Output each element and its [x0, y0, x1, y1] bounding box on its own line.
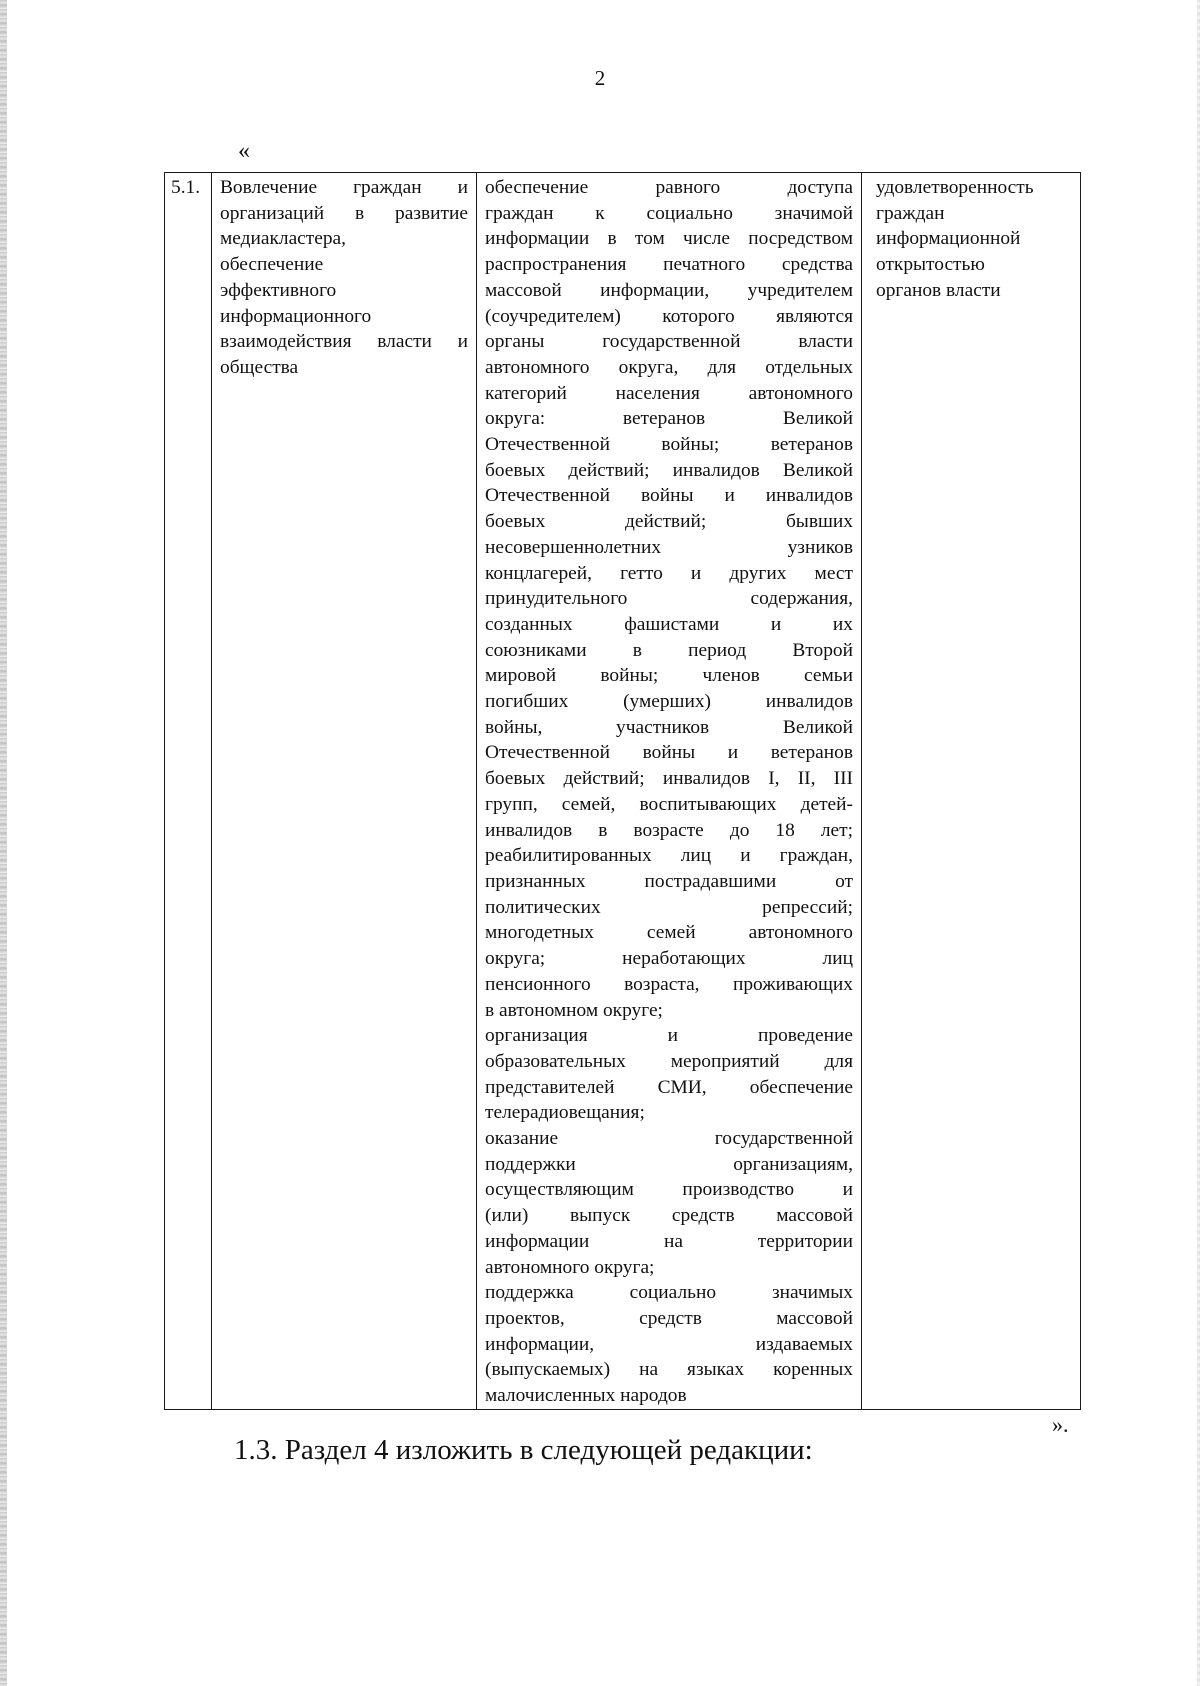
cell-line: малочисленных народов	[485, 1385, 687, 1407]
direction-cell	[212, 173, 477, 1410]
cell-line: поддержки организациям,	[485, 1153, 853, 1175]
cell-line: автономного округа, для отдельных	[485, 356, 853, 378]
closing-quote: ».	[1052, 1412, 1069, 1437]
table-row	[165, 173, 1081, 1410]
cell-line: несовершеннолетних узников	[485, 536, 853, 558]
cell-line: телерадиовещания;	[485, 1102, 645, 1124]
cell-line: боевых действий; инвалидов Великой	[485, 459, 853, 481]
cell-line: (выпускаемых) на языках коренных	[485, 1359, 853, 1381]
cell-line: (или) выпуск средств массовой	[485, 1205, 853, 1227]
cell-line: инвалидов в возрасте до 18 лет;	[485, 819, 853, 841]
cell-line: оказание государственной	[485, 1128, 853, 1150]
cell-line: в автономном округе;	[485, 999, 663, 1021]
cell-line: обеспечение	[220, 254, 324, 276]
cell-line: удовлетворенность	[876, 177, 1034, 198]
cell-line: Отечественной войны и ветеранов	[485, 742, 853, 764]
cell-line: принудительного содержания,	[485, 588, 853, 610]
cell-line: групп, семей, воспитывающих детей-	[485, 793, 853, 815]
cell-line: категорий населения автономного	[485, 382, 853, 404]
cell-line: округа: ветеранов Великой	[485, 408, 853, 430]
opening-quote: «	[238, 138, 250, 164]
cell-line: проектов, средств массовой	[485, 1307, 853, 1329]
cell-line: боевых действий; инвалидов I, II, III	[485, 768, 853, 790]
program-table	[164, 172, 1081, 1410]
cell-line: медиакластера,	[220, 228, 347, 250]
cell-line: многодетных семей автономного	[485, 922, 853, 944]
cell-line: округа; неработающих лиц	[485, 948, 853, 970]
cell-line: информации на территории	[485, 1230, 853, 1252]
cell-line: граждан	[876, 202, 945, 224]
cell-line: войны, участников Великой	[485, 716, 853, 738]
cell-line: распространения печатного средства	[485, 254, 853, 276]
cell-line: информации в том числе посредством	[485, 228, 853, 250]
cell-line: органов власти	[876, 279, 1001, 301]
cell-line: Отечественной войны и инвалидов	[485, 485, 853, 507]
page-number: 2	[594, 66, 606, 90]
cell-line: реабилитированных лиц и граждан,	[485, 845, 853, 867]
cell-line: мировой войны; членов семьи	[485, 665, 853, 687]
cell-line: открытостью	[876, 254, 985, 276]
cell-line: взаимодействия власти и	[220, 331, 468, 353]
cell-line: информационной	[876, 228, 1021, 250]
section-instruction: 1.3. Раздел 4 изложить в следующей редакции:	[234, 1434, 813, 1466]
cell-line: представителей СМИ, обеспечение	[485, 1076, 853, 1098]
cell-line: политических репрессий;	[485, 896, 853, 918]
cell-line: поддержка социально значимых	[485, 1282, 853, 1304]
cell-line: граждан к социально значимой	[485, 202, 853, 224]
cell-line: автономного округа;	[485, 1256, 655, 1278]
cell-line: организаций в развитие	[220, 202, 468, 224]
cell-line: союзниками в период Второй	[485, 639, 853, 661]
cell-line: боевых действий; бывших	[485, 511, 853, 533]
cell-line: обеспечение равного доступа	[485, 177, 853, 198]
cell-line: пенсионного возраста, проживающих	[485, 973, 853, 995]
cell-line: массовой информации, учредителем	[485, 279, 853, 301]
cell-line: организация и проведение	[485, 1025, 853, 1047]
cell-line: концлагерей, гетто и других мест	[485, 562, 853, 584]
cell-line: информации, издаваемых	[485, 1333, 853, 1355]
results-cell	[862, 173, 1081, 1410]
cell-line: (соучредителем) которого являются	[485, 305, 853, 327]
cell-line: информационного	[220, 305, 372, 327]
cell-line: общества	[220, 356, 299, 378]
row-number-cell	[165, 173, 212, 1410]
cell-line: погибших (умерших) инвалидов	[485, 691, 853, 713]
measures-cell	[477, 173, 862, 1410]
cell-line: созданных фашистами и их	[485, 613, 853, 635]
cell-line: образовательных мероприятий для	[485, 1050, 853, 1072]
cell-line: признанных пострадавшими от	[485, 870, 853, 892]
cell-line: органы государственной власти	[485, 331, 853, 353]
cell-line: Отечественной войны; ветеранов	[485, 434, 853, 456]
cell-line: эффективного	[220, 279, 337, 301]
row-number: 5.1.	[171, 177, 201, 198]
cell-line: Вовлечение граждан и	[220, 177, 468, 198]
scan-edge-left	[0, 0, 7, 1686]
cell-line: осуществляющим производство и	[485, 1179, 853, 1201]
